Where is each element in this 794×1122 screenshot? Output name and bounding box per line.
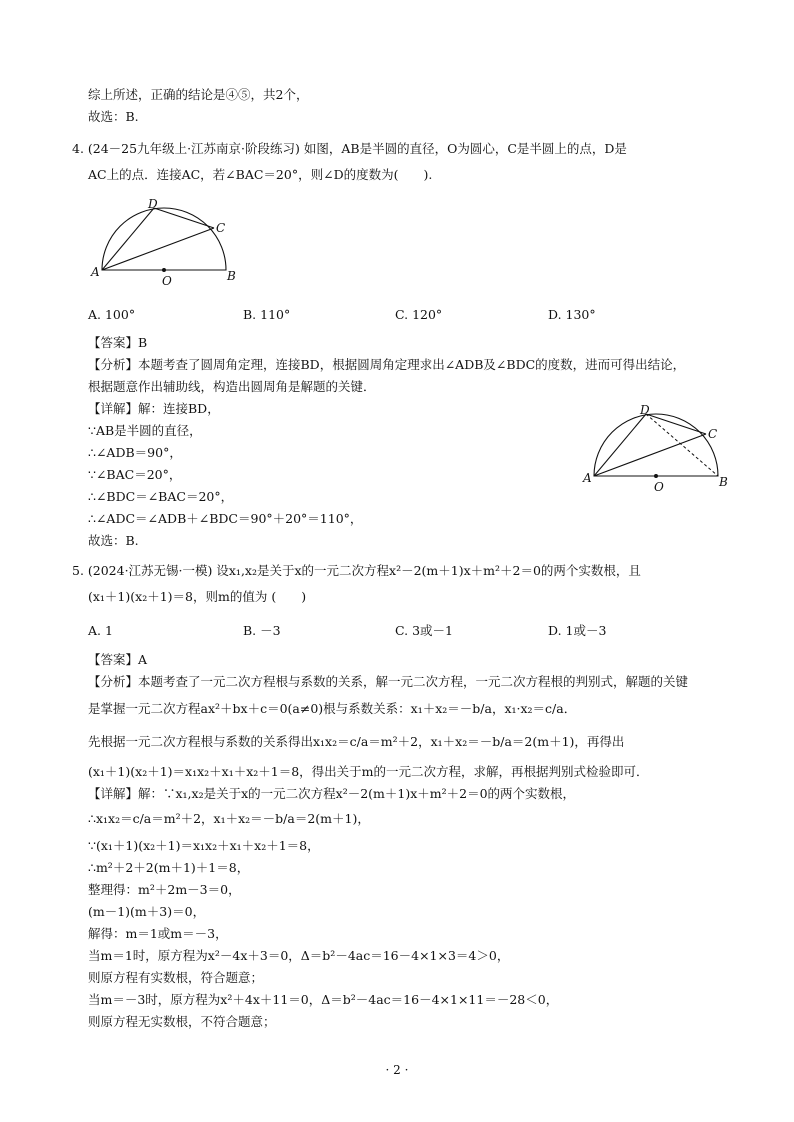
q5-detail-line-10: 当m＝－3时，原方程为x²＋4x＋11＝0，Δ＝b²－4ac＝16－4×1×11＝－28＜0， bbox=[88, 992, 559, 1007]
q5-detail-line-2: ∴x₁x₂＝c/a＝m²＋2，x₁＋x₂＝－b/a＝2(m＋1)， bbox=[88, 811, 370, 826]
label-d: D bbox=[148, 197, 158, 211]
segment-ac bbox=[102, 228, 214, 270]
label-b: B bbox=[227, 269, 236, 283]
q5-detail-line-6: (m－1)(m＋3)＝0， bbox=[88, 904, 206, 919]
center-point bbox=[654, 474, 658, 478]
q5-analysis-line-4: (x₁＋1)(x₂＋1)＝x₁x₂＋x₁＋x₂＋1＝8，得出关于m的一元二次方程，求解，再根据判别式检验即可． bbox=[88, 764, 649, 779]
q5-detail-line-5: 整理得：m²＋2m－3＝0， bbox=[88, 882, 241, 897]
q4-answer: 【答案】B bbox=[88, 335, 148, 350]
q5-option-a: A. 1 bbox=[88, 623, 113, 638]
q4-stem-line-2: AC上的点．连接AC，若∠BAC＝20°，则∠D的度数为( ). bbox=[88, 167, 433, 182]
page-number: · 2 · bbox=[385, 1063, 409, 1077]
q4-option-a: A. 100° bbox=[88, 307, 136, 322]
summary-line-2: 故选：B. bbox=[88, 109, 139, 124]
q5-analysis-line-1: 【分析】本题考查了一元二次方程根与系数的关系，解一元二次方程，一元二次方程根的判别式，解题的关键 bbox=[88, 674, 689, 689]
label-a: A bbox=[583, 471, 592, 485]
q4-step-4: ∵∠BAC＝20°， bbox=[88, 467, 182, 482]
label-c: C bbox=[216, 221, 226, 235]
q5-option-d: D. 1或－3 bbox=[548, 623, 607, 638]
q5-detail-line-7: 解得：m＝1或m＝－3， bbox=[88, 926, 228, 941]
q5-detail-line-8: 当m＝1时，原方程为x²－4x＋3＝0，Δ＝b²－4ac＝16－4×1×3＝4＞0， bbox=[88, 948, 510, 963]
semicircle-arc bbox=[594, 414, 718, 476]
q5-detail-line-3: ∵(x₁＋1)(x₂＋1)＝x₁x₂＋x₁＋x₂＋1＝8， bbox=[88, 838, 320, 853]
label-o: O bbox=[162, 274, 172, 288]
label-o: O bbox=[654, 480, 664, 492]
q4-option-b: B. 110° bbox=[243, 307, 291, 322]
q5-stem-line-1: 5. (2024·江苏无锡·一模) 设x₁,x₂是关于x的一元二次方程x²－2(m＋1)x＋m²＋2＝0的两个实数根，且 bbox=[72, 563, 641, 578]
q5-analysis-line-3: 先根据一元二次方程根与系数的关系得出x₁x₂＝c/a＝m²＋2，x₁＋x₂＝－b/a＝2(m＋1)，再得出 bbox=[88, 734, 625, 749]
center-point bbox=[162, 268, 166, 272]
q5-answer: 【答案】A bbox=[88, 652, 148, 667]
q4-figure bbox=[88, 196, 248, 292]
q5-detail-line-4: ∴m²＋2＋2(m＋1)＋1＝8， bbox=[88, 860, 250, 875]
semicircle-diagram-with-bd bbox=[578, 398, 738, 492]
label-b: B bbox=[719, 475, 728, 489]
segment-ac bbox=[594, 434, 706, 476]
dashed-segment-bd bbox=[646, 414, 718, 476]
q4-step-1: 【详解】解：连接BD， bbox=[88, 401, 220, 416]
q4-option-c: C. 120° bbox=[395, 307, 443, 322]
q4-step-7: 故选：B. bbox=[88, 533, 139, 548]
q4-step-2: ∵AB是半圆的直径， bbox=[88, 423, 202, 438]
q4-option-d: D. 130° bbox=[548, 307, 596, 322]
label-d: D bbox=[640, 403, 650, 417]
q4-analysis-line-1: 【分析】本题考查了圆周角定理，连接BD，根据圆周角定理求出∠ADB及∠BDC的度数，进而可得出结论， bbox=[88, 357, 686, 372]
semicircle-arc bbox=[102, 208, 226, 270]
label-c: C bbox=[708, 427, 718, 441]
label-a: A bbox=[91, 265, 100, 279]
q5-option-c: C. 3或－1 bbox=[395, 623, 453, 638]
q5-stem-line-2: (x₁＋1)(x₂＋1)＝8，则m的值为 ( ) bbox=[88, 589, 307, 604]
q4-solution-figure bbox=[578, 398, 738, 496]
q5-analysis-line-2: 是掌握一元二次方程ax²＋bx＋c＝0(a≠0)根与系数关系：x₁＋x₂＝－b/a，x₁·x₂＝c/a． bbox=[88, 701, 577, 716]
q5-detail-line-1: 【详解】解：∵x₁,x₂是关于x的一元二次方程x²－2(m＋1)x＋m²＋2＝0的两个实数根， bbox=[88, 786, 576, 801]
q5-option-b: B. －3 bbox=[243, 623, 281, 638]
q5-detail-line-9: 则原方程有实数根，符合题意； bbox=[88, 970, 264, 985]
q4-step-5: ∴∠BDC＝∠BAC＝20°， bbox=[88, 489, 234, 504]
summary-line-1: 综上所述，正确的结论是④⑤，共2个， bbox=[88, 87, 309, 102]
semicircle-diagram bbox=[88, 196, 248, 288]
q4-stem-line-1: 4. (24－25九年级上·江苏南京·阶段练习) 如图，AB是半圆的直径，O为圆心，C是半圆上的点，D是 bbox=[72, 141, 627, 156]
q4-analysis-line-2: 根据题意作出辅助线，构造出圆周角是解题的关键． bbox=[88, 379, 376, 394]
q5-detail-line-11: 则原方程无实数根，不符合题意； bbox=[88, 1014, 276, 1029]
q4-step-3: ∴∠ADB＝90°， bbox=[88, 445, 182, 460]
q4-step-6: ∴∠ADC＝∠ADB＋∠BDC＝90°＋20°＝110°， bbox=[88, 511, 363, 526]
